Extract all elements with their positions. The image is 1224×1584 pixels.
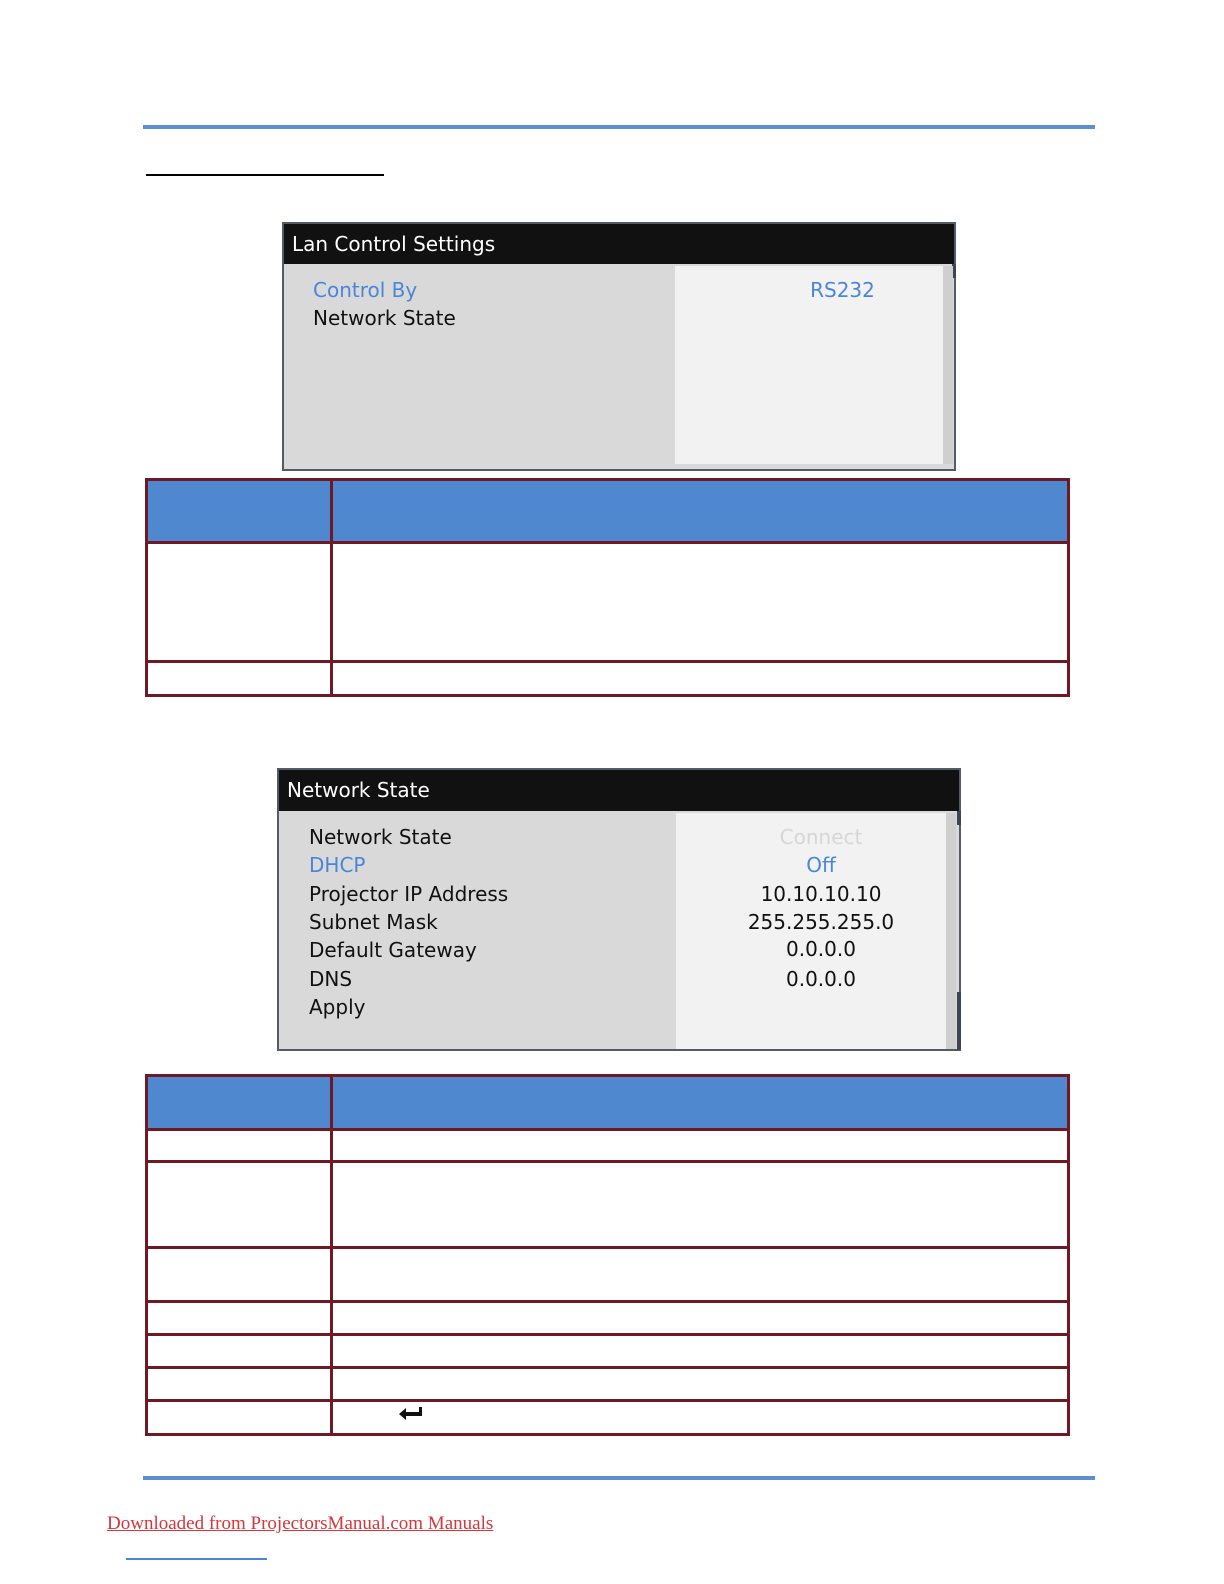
- lan-menu-value-control-by[interactable]: RS232: [810, 278, 875, 302]
- network-state-menu: [277, 768, 961, 1051]
- table-cell-description: [332, 662, 1069, 696]
- lan-menu-item-network-state[interactable]: Network State: [313, 306, 456, 330]
- table-cell-description: [332, 1401, 1069, 1435]
- table-row: [147, 662, 1069, 696]
- table-cell-item: [147, 1130, 332, 1162]
- table-header-cell-item: [147, 1076, 332, 1130]
- table-cell-item: [147, 543, 332, 662]
- table-header-row: [147, 480, 1069, 543]
- table-row: [147, 1248, 1069, 1302]
- network-menu-value-default-gateway[interactable]: 0.0.0.0: [786, 937, 856, 961]
- network-menu-item-dns[interactable]: DNS: [309, 967, 353, 991]
- table-row: [147, 1162, 1069, 1248]
- network-menu-item-projector-ip[interactable]: Projector IP Address: [309, 882, 509, 906]
- table-row: [147, 1335, 1069, 1368]
- table-cell-item: [147, 1335, 332, 1368]
- network-menu-right-edge-top: [957, 811, 961, 825]
- network-state-description-table: [145, 1074, 1070, 1436]
- network-menu-scrollbar[interactable]: [946, 813, 956, 1049]
- lan-menu-item-control-by[interactable]: Control By: [313, 278, 418, 302]
- footer-underline: [126, 1558, 267, 1560]
- footer-download-link[interactable]: Downloaded from ProjectorsManual.com Manuals: [107, 1513, 494, 1534]
- table-cell-description: [332, 1302, 1069, 1335]
- network-menu-value-subnet-mask[interactable]: 255.255.255.0: [747, 910, 895, 934]
- table-cell-description: [332, 1162, 1069, 1248]
- table-cell-item: [147, 1401, 332, 1435]
- network-menu-item-network-state[interactable]: Network State: [309, 825, 452, 849]
- table-cell-description: [332, 1248, 1069, 1302]
- table-row: [147, 1302, 1069, 1335]
- table-cell-item: [147, 1368, 332, 1401]
- network-menu-item-subnet-mask[interactable]: Subnet Mask: [309, 910, 438, 934]
- network-menu-value-projector-ip[interactable]: 10.10.10.10: [760, 882, 882, 906]
- network-menu-item-default-gateway[interactable]: Default Gateway: [309, 938, 477, 962]
- table-header-cell-description: [332, 480, 1069, 543]
- table-row: [147, 1130, 1069, 1162]
- network-menu-value-network-state: Connect: [779, 825, 863, 849]
- lan-control-settings-menu: [282, 222, 956, 471]
- enter-key-icon: [398, 1406, 424, 1422]
- network-menu-item-apply[interactable]: Apply: [309, 995, 366, 1019]
- network-menu-right-edge-bottom: [957, 992, 961, 1050]
- network-menu-value-dhcp[interactable]: Off: [806, 853, 836, 877]
- lan-menu-title: Lan Control Settings: [284, 224, 954, 264]
- footer-rule: [143, 1476, 1095, 1480]
- network-menu-value-dns[interactable]: 0.0.0.0: [786, 967, 856, 991]
- lan-settings-description-table: [145, 478, 1070, 697]
- table-header-row: [147, 1076, 1069, 1130]
- table-row: [147, 1368, 1069, 1401]
- table-cell-item: [147, 662, 332, 696]
- table-row: [147, 1401, 1069, 1435]
- lan-menu-scrollbar[interactable]: [943, 266, 953, 464]
- table-cell-item: [147, 1248, 332, 1302]
- table-cell-description: [332, 1368, 1069, 1401]
- section-heading-underline: [146, 174, 384, 176]
- table-cell-description: [332, 1335, 1069, 1368]
- table-cell-item: [147, 1302, 332, 1335]
- table-cell-item: [147, 1162, 332, 1248]
- table-header-cell-item: [147, 480, 332, 543]
- network-menu-item-dhcp[interactable]: DHCP: [309, 853, 366, 877]
- table-row: [147, 543, 1069, 662]
- table-header-cell-description: [332, 1076, 1069, 1130]
- table-cell-description: [332, 543, 1069, 662]
- network-menu-title: Network State: [279, 770, 959, 811]
- table-cell-description: [332, 1130, 1069, 1162]
- header-rule: [143, 125, 1095, 129]
